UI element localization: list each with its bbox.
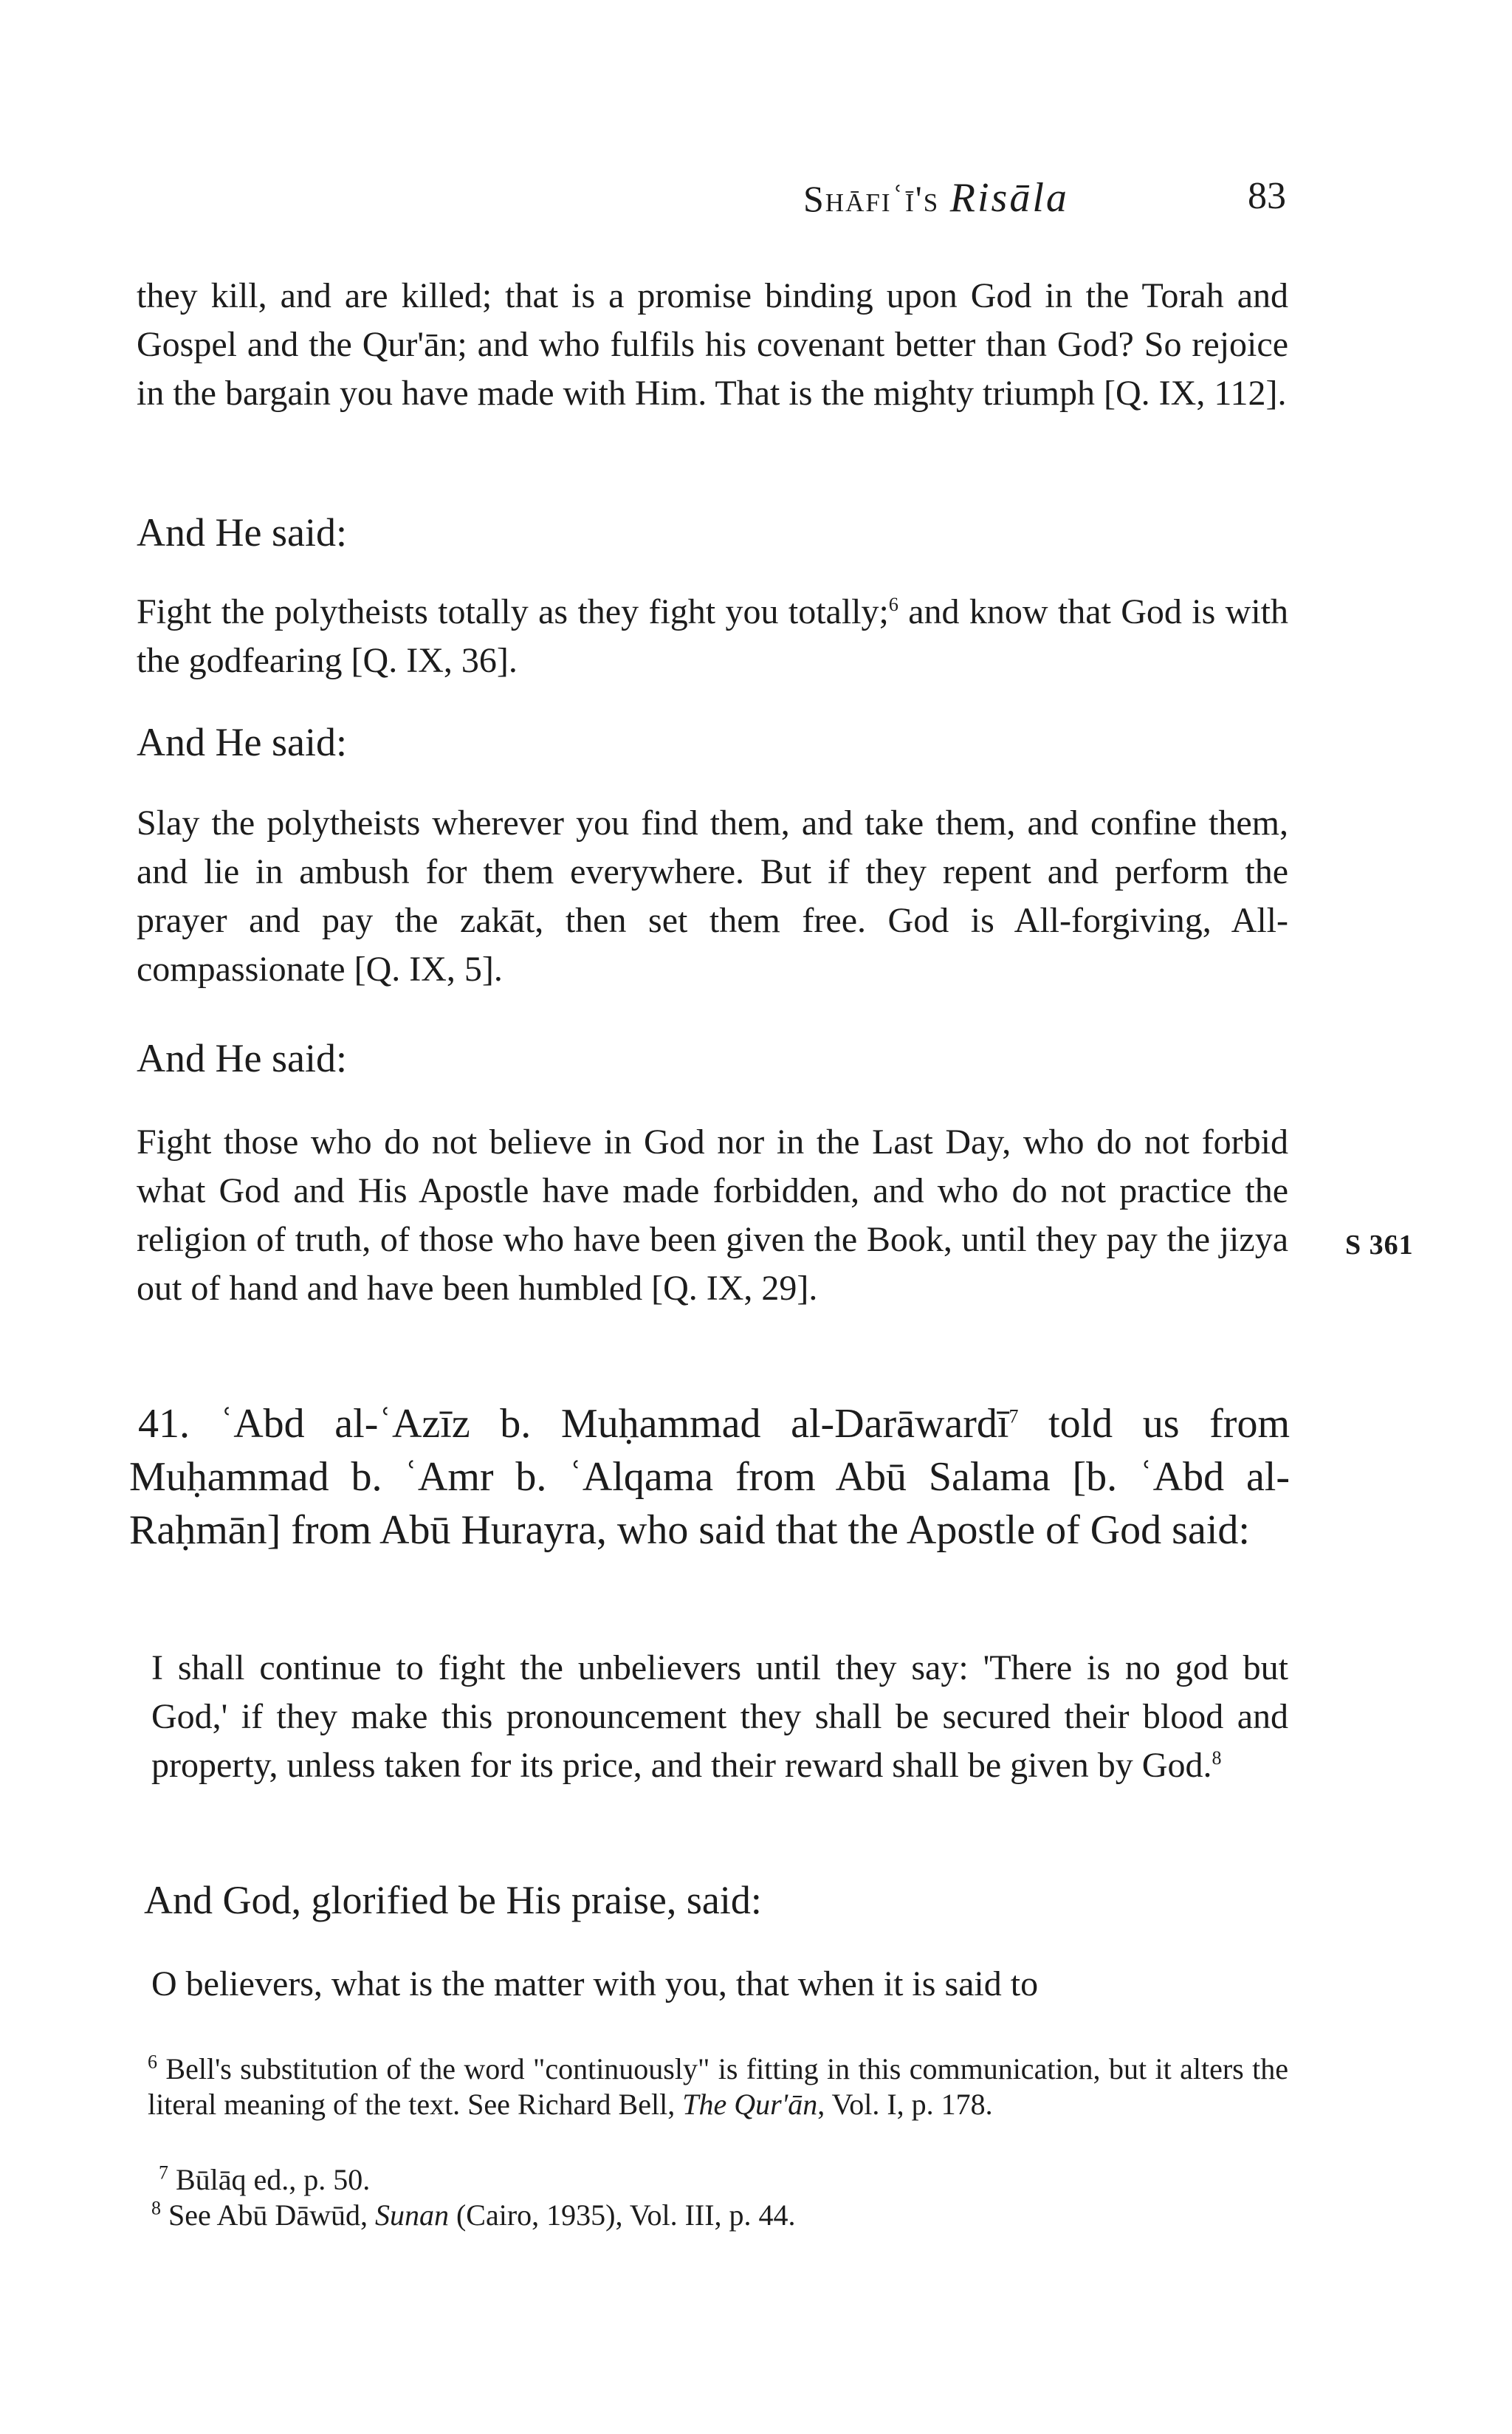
quote-o-believers: O believers, what is the matter with you, that when it is said to — [151, 1964, 1039, 2003]
footnote-7-mark: 7 — [159, 2162, 168, 2184]
running-head-author: Shāfiʿī's — [803, 178, 940, 219]
footnote-reference-8: 8 — [1212, 1747, 1222, 1769]
paragraph-41 — [129, 1397, 1290, 1557]
footnote-6 — [148, 2051, 1288, 2122]
running-head-book-title: Risāla — [949, 175, 1069, 221]
quote-quran-ix-5: Slay the polytheists wherever you find them, and take them, and confine them, and lie in ambush for them everywhere. But if they repent and perform the prayer and pay the zakāt, then set them free. God is All-forgiving, All-compassionate [Q. IX, 5]. — [137, 803, 1288, 989]
quote-quran-ix-36-part-2: and know that God is with the godfearing [Q. IX, 36]. — [137, 592, 1288, 680]
quote-quran-ix-36 — [137, 588, 1288, 685]
quote-hadith-text: I shall continue to fight the unbelievers until they say: 'There is no god but God,' if they make this pronouncement they shall be secured their blood and property, unless taken for its price, and their reward shall be given by God. — [151, 1648, 1288, 1785]
footnote-7-text: Būlāq ed., p. 50. — [176, 2163, 371, 2196]
quote-hadith — [151, 1644, 1288, 1790]
footnote-7 — [159, 2162, 1288, 2198]
running-head — [790, 174, 1307, 226]
footnote-6-text: Bell's substitution of the word "continuously" is fitting in this communication, but it alters the literal meaning of the text. See Richard Bell, — [148, 2052, 1289, 2121]
footnote-6-mark: 6 — [148, 2051, 157, 2073]
footnote-8-mark: 8 — [151, 2197, 161, 2219]
footnote-8-text: See Abū Dāwūd, — [168, 2198, 375, 2232]
and-he-said-3: And He said: — [137, 1036, 347, 1080]
paragraph-41-part-1: 41. ʿAbd al-ʿAzīz b. Muḥammad al-Darāwardī — [138, 1401, 1009, 1447]
quote-quran-ix-29: Fight those who do not believe in God nor in the Last Day, who do not forbid what God and His Apostle have made forbidden, and who do not practice the religion of truth, of those who have been given the Book, until they pay the jizya out of hand and have been humbled [Q. IX, 29]. — [137, 1122, 1288, 1308]
footnote-8 — [151, 2198, 1288, 2233]
footnote-6-rest: , Vol. I, p. 178. — [817, 2088, 993, 2121]
footnote-6-title: The Qur'ān — [682, 2088, 818, 2121]
footnote-8-title: Sunan — [374, 2198, 449, 2232]
quote-quran-ix-36-part-1: Fight the polytheists totally as they fight you totally; — [137, 592, 889, 631]
footnote-8-rest: (Cairo, 1935), Vol. III, p. 44. — [448, 2198, 796, 2232]
footnote-reference-6: 6 — [888, 594, 898, 615]
paragraph-41-part-2: told us from Muḥammad b. ʿAmr b. ʿAlqama from Abū Salama [b. ʿAbd al-Raḥmān] from Abū Hurayra, who said that the Apostle of God said: — [129, 1401, 1291, 1553]
and-god-said: And God, glorified be His praise, said: — [144, 1878, 762, 1922]
quote-quran-ix-112: they kill, and are killed; that is a promise binding upon God in the Torah and Gospel and the Qur'ān; and who fulfils his covenant better than God? So rejoice in the bargain you have made with Him. That is the mighty triumph [Q. IX, 112]. — [137, 276, 1288, 413]
and-he-said-1: And He said: — [137, 510, 347, 555]
page-number: 83 — [1248, 175, 1286, 217]
margin-reference: S 361 — [1345, 1230, 1414, 1261]
footnote-reference-7: 7 — [1008, 1405, 1019, 1427]
and-he-said-2: And He said: — [137, 720, 347, 764]
running-head-title — [803, 174, 1069, 222]
